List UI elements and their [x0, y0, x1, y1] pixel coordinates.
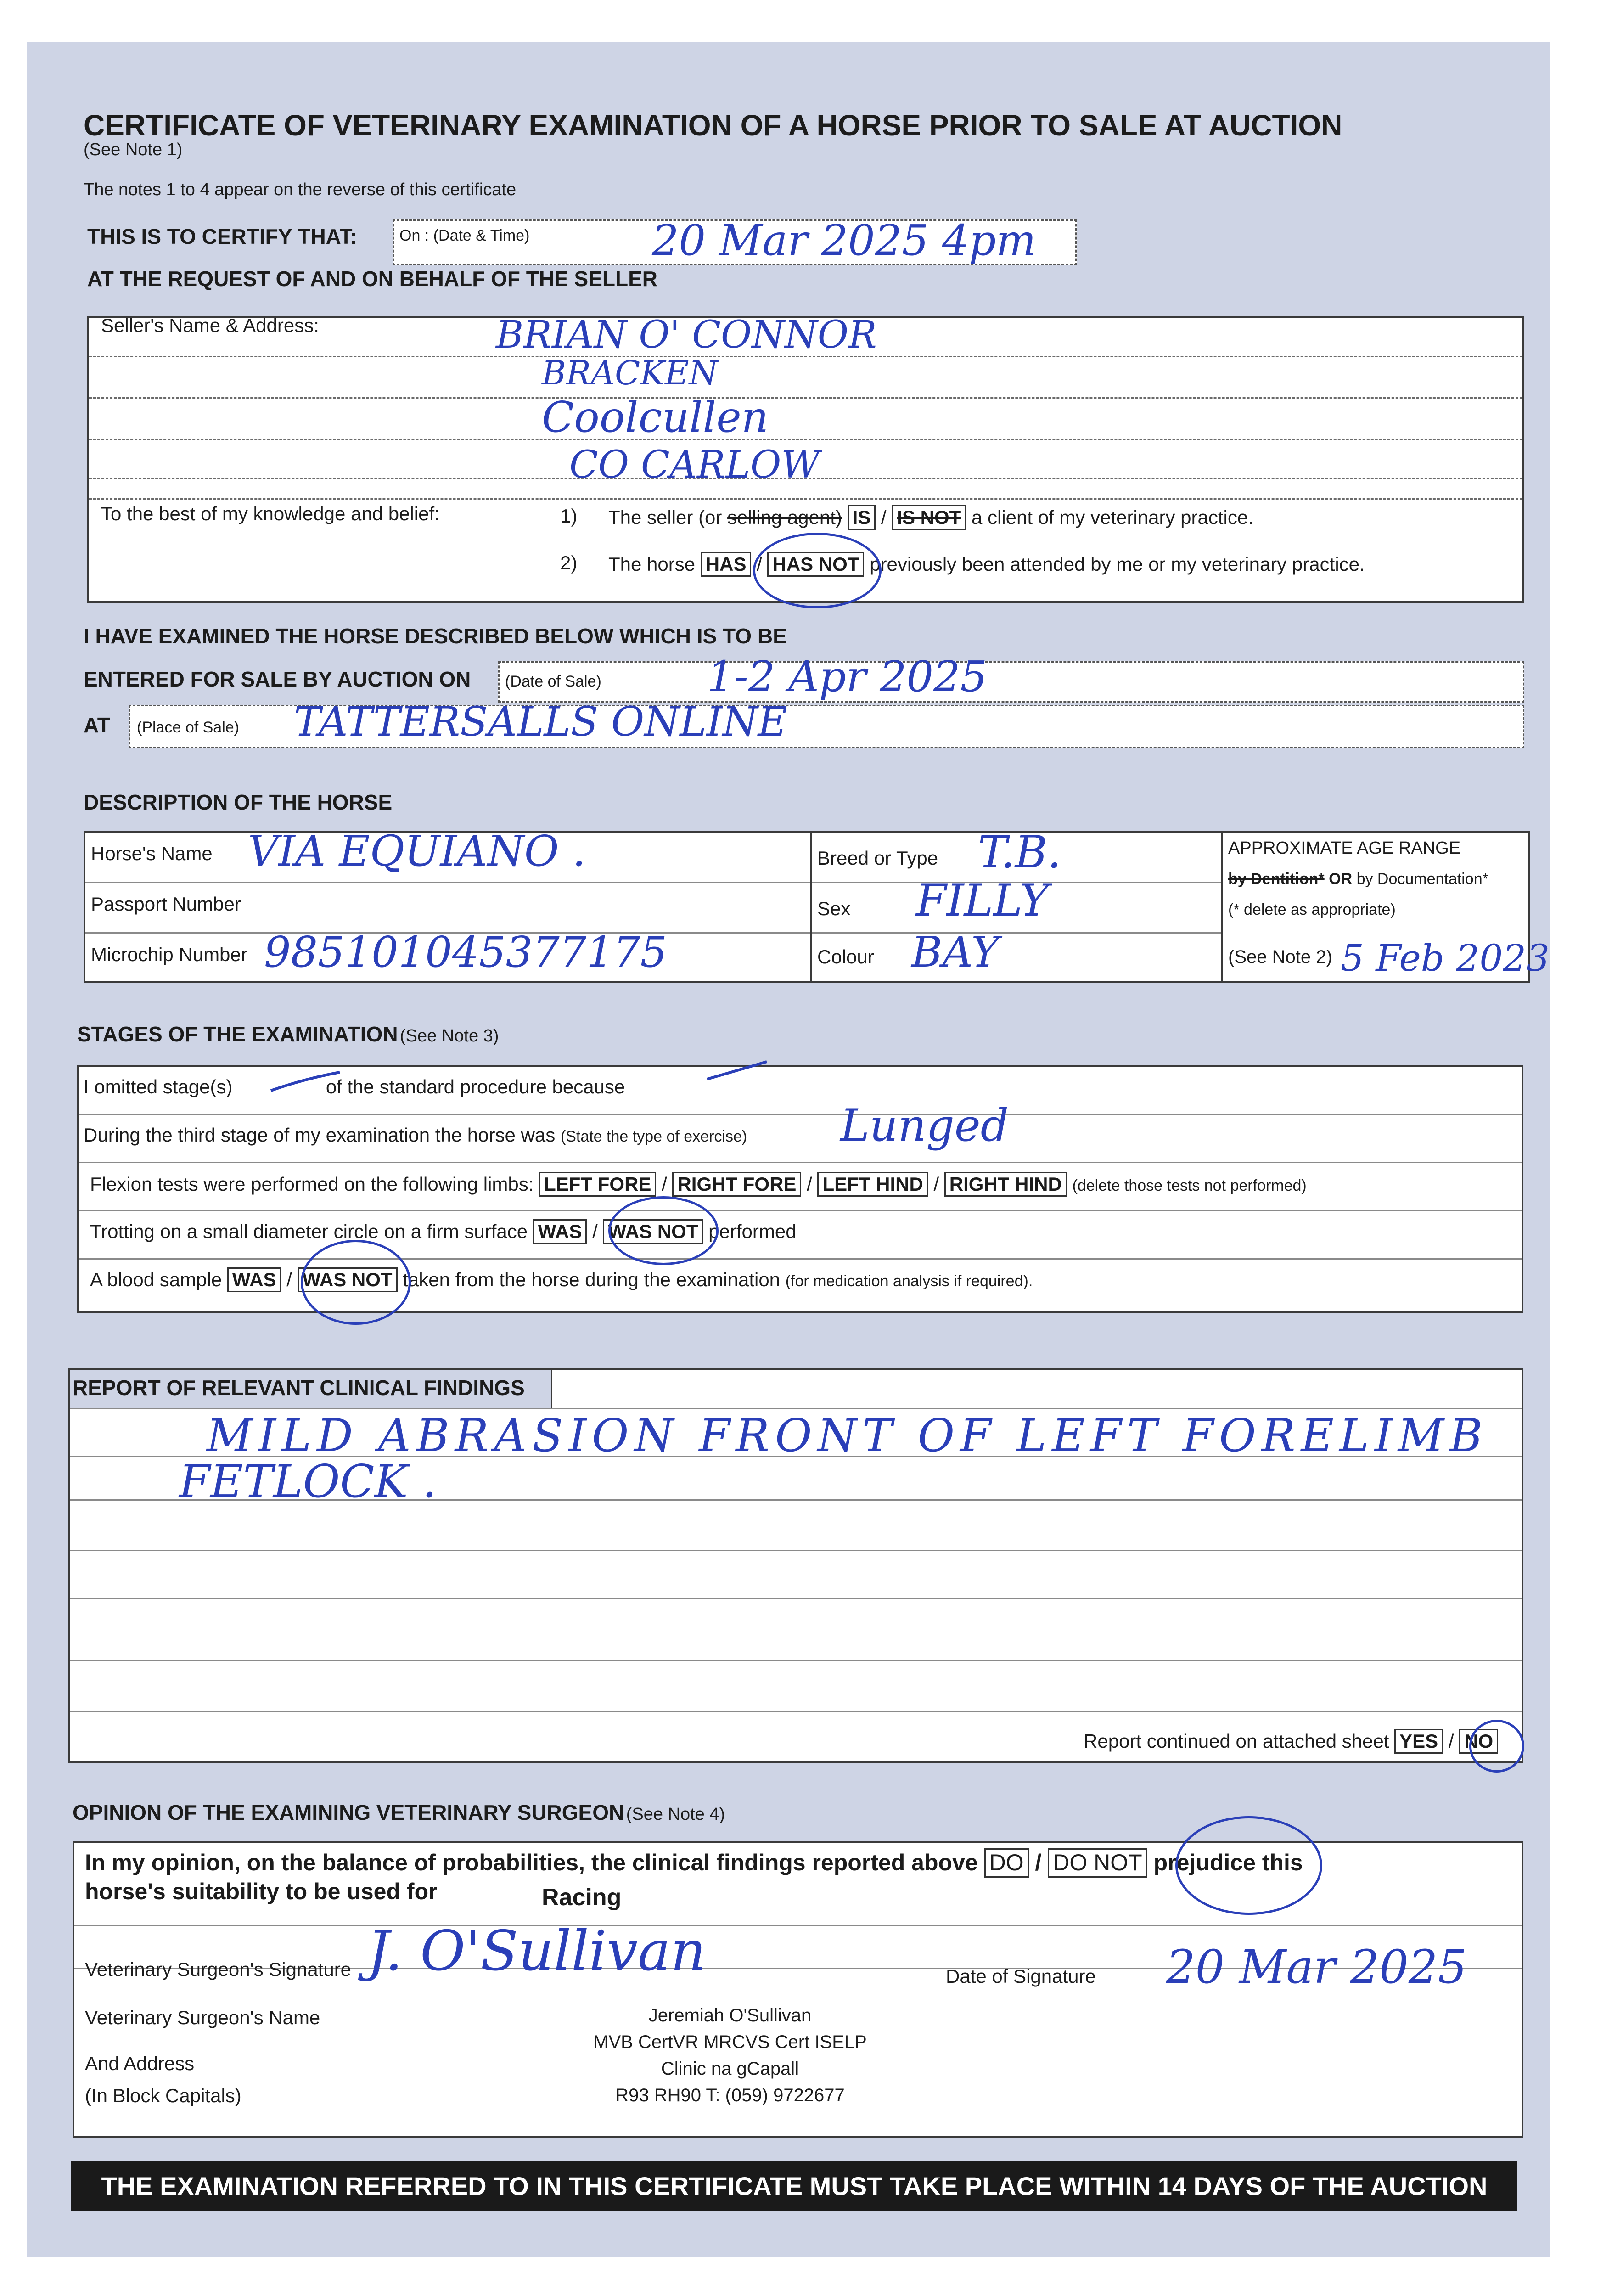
- item2-number: 2): [560, 552, 578, 574]
- horse-name-value: VIA EQUIANO .: [248, 827, 586, 876]
- certify-label: THIS IS TO CERTIFY THAT:: [87, 225, 357, 248]
- stages-note: (See Note 3): [400, 1026, 499, 1046]
- flexion-row: Flexion tests were performed on the following limbs: LEFT FORE / RIGHT FORE / LEFT HIND / RIGHT HIND (delete those tests not performed): [90, 1172, 1307, 1197]
- item2-text-b: previously been attended by me or my veterinary practice.: [870, 553, 1365, 575]
- flexion-left-hind[interactable]: LEFT HIND: [817, 1172, 928, 1197]
- continued-no-option[interactable]: NO: [1459, 1729, 1498, 1754]
- surgeon-name-label: Veterinary Surgeon's Name: [85, 2007, 320, 2028]
- opinion-text-c: horse's suitability to be used for: [85, 1879, 438, 1904]
- colour-label: Colour: [817, 946, 874, 968]
- seller-address-3: CO CARLOW: [569, 443, 820, 487]
- trot-wasnot-circle-mark: [608, 1196, 719, 1265]
- seller-name: BRIAN O' CONNOR: [496, 313, 877, 357]
- age-by-dentition: by Dentition*: [1228, 870, 1325, 888]
- microchip-label: Microchip Number: [91, 944, 247, 965]
- signature-image: J. O'Sullivan: [367, 1919, 706, 1983]
- sale-date-value: 1-2 Apr 2025: [707, 652, 988, 701]
- age-method: [1228, 870, 1488, 888]
- opinion-note: (See Note 4): [626, 1805, 725, 1824]
- age-value: 5 Feb 2023: [1341, 937, 1550, 979]
- trotting-was-option[interactable]: WAS: [533, 1219, 587, 1244]
- date-signature-value: 20 Mar 2025: [1166, 1940, 1467, 1994]
- suitability-value: Racing: [542, 1884, 622, 1911]
- third-stage-text: During the third stage of my examination the horse was: [84, 1124, 556, 1146]
- hasnot-circle-mark: [753, 533, 882, 608]
- sale-date-field[interactable]: [498, 661, 1524, 703]
- blood-wasnot-option[interactable]: WAS NOT: [298, 1267, 398, 1292]
- signature-label: Veterinary Surgeon's Signature: [85, 1958, 352, 1980]
- stages-heading: STAGES OF THE EXAMINATION: [77, 1022, 398, 1046]
- report-continued-row: Report continued on attached sheet YES / NO: [1084, 1729, 1498, 1754]
- blood-text-a: A blood sample: [90, 1269, 222, 1290]
- request-heading: AT THE REQUEST OF AND ON BEHALF OF THE SELLER: [87, 267, 657, 291]
- trotting-row: Trotting on a small diameter circle on a firm surface WAS / WAS NOT performed: [90, 1219, 797, 1244]
- trotting-wasnot-option[interactable]: WAS NOT: [603, 1219, 703, 1244]
- sex-value: FILLY: [916, 875, 1049, 926]
- item1-struck: selling agent): [727, 506, 842, 528]
- omitted-dash-marks: [266, 1052, 771, 1102]
- seller-label: Seller's Name & Address:: [101, 315, 319, 336]
- item1-text-b: a client of my veterinary practice.: [971, 506, 1253, 528]
- date-signature-label: Date of Signature: [946, 1965, 1096, 1987]
- block-caps-label: (In Block Capitals): [85, 2085, 241, 2106]
- item2-has-option[interactable]: HAS: [701, 552, 752, 577]
- vet-stamp: [496, 2002, 964, 2109]
- trotting-text-b: performed: [708, 1221, 797, 1242]
- footer-notice: [71, 2161, 1517, 2211]
- trotting-text: Trotting on a small diameter circle on a firm surface: [90, 1221, 528, 1242]
- seller-address-1: BRACKEN: [542, 354, 718, 392]
- sale-date-label: (Date of Sale): [505, 673, 601, 690]
- item2-statement: The horse HAS / HAS NOT previously been attended by me or my veterinary practice.: [608, 552, 1365, 577]
- third-stage-hint: (State the type of exercise): [560, 1128, 747, 1145]
- sex-label: Sex: [817, 898, 851, 919]
- microchip-value: 985101045377175: [264, 928, 667, 977]
- report-line-1: MILD ABRASION FRONT OF LEFT FORELIMB: [207, 1410, 1488, 1462]
- description-heading: DESCRIPTION OF THE HORSE: [84, 790, 393, 814]
- flexion-right-fore[interactable]: RIGHT FORE: [672, 1172, 801, 1197]
- examined-heading: I HAVE EXAMINED THE HORSE DESCRIBED BELOW WHICH IS TO BE: [84, 624, 787, 648]
- report-line-2: FETLOCK .: [179, 1456, 437, 1508]
- omitted-text-a: I omitted stage(s): [84, 1076, 233, 1097]
- opinion-text-line1: In my opinion, on the balance of probabilities, the clinical findings reported above DO / DO NOT prejudice this: [85, 1848, 1303, 1878]
- item1-isnot-option[interactable]: IS NOT: [892, 505, 966, 530]
- sale-place-label: (Place of Sale): [137, 719, 239, 736]
- flexion-delete-note: (delete those tests not performed): [1072, 1177, 1307, 1194]
- omitted-text-b: of the standard procedure because: [326, 1076, 625, 1097]
- blood-text-c: (for medication analysis if required).: [785, 1272, 1033, 1290]
- flexion-right-hind[interactable]: RIGHT HIND: [944, 1172, 1067, 1197]
- age-or: OR: [1329, 870, 1353, 888]
- address-label: And Address: [85, 2053, 195, 2074]
- age-delete-note: (* delete as appropriate): [1228, 901, 1396, 918]
- blood-row: A blood sample WAS / WAS NOT taken from the horse during the examination (for medication analysis if required).: [90, 1267, 1033, 1292]
- donot-circle-mark: [1175, 1816, 1322, 1915]
- third-stage-row: [84, 1124, 747, 1146]
- age-see-note: (See Note 2): [1228, 947, 1332, 967]
- no-circle-mark: [1469, 1720, 1524, 1773]
- opinion-do-option[interactable]: DO: [984, 1848, 1029, 1878]
- see-note-1: (See Note 1): [84, 140, 183, 159]
- seller-address-2: Coolcullen: [542, 393, 769, 442]
- item1-is-option[interactable]: IS: [848, 505, 876, 530]
- at-label: AT: [84, 713, 110, 737]
- datetime-label: On : (Date & Time): [399, 227, 530, 244]
- opinion-donot-option[interactable]: DO NOT: [1048, 1848, 1147, 1878]
- blood-wasnot-circle-mark: [301, 1240, 411, 1325]
- notes-line: The notes 1 to 4 appear on the reverse of this certificate: [84, 180, 517, 199]
- stamp-line-qualifications: MVB CertVR MRCVS Cert ISELP: [593, 2032, 867, 2052]
- knowledge-label: To the best of my knowledge and belief:: [101, 503, 440, 524]
- breed-value: T.B.: [978, 827, 1061, 878]
- item2-text-a: The horse: [608, 553, 696, 575]
- continued-yes-option[interactable]: YES: [1394, 1729, 1443, 1754]
- stamp-line-clinic: Clinic na gCapall: [661, 2059, 799, 2079]
- flexion-left-fore[interactable]: LEFT FORE: [539, 1172, 656, 1197]
- report-heading: REPORT OF RELEVANT CLINICAL FINDINGS: [73, 1376, 525, 1400]
- item2-hasnot-option[interactable]: HAS NOT: [767, 552, 864, 577]
- opinion-heading: OPINION OF THE EXAMINING VETERINARY SURGEON: [73, 1801, 624, 1824]
- footer-text: THE EXAMINATION REFERRED TO IN THIS CERTIFICATE MUST TAKE PLACE WITHIN 14 DAYS OF THE AUCTION: [101, 2171, 1488, 2200]
- opinion-text-b: prejudice this: [1153, 1850, 1303, 1875]
- exercise-value: Lunged: [840, 1100, 1009, 1151]
- item1-number: 1): [560, 505, 578, 527]
- age-by-documentation: by Documentation*: [1356, 870, 1488, 888]
- entered-label: ENTERED FOR SALE BY AUCTION ON: [84, 667, 471, 691]
- opinion-text-a: In my opinion, on the balance of probabilities, the clinical findings reported above: [85, 1850, 978, 1875]
- colour-value: BAY: [911, 928, 1000, 977]
- blood-text-b: taken from the horse during the examination: [403, 1269, 781, 1290]
- sale-place-value: TATTERSALLS ONLINE: [294, 698, 787, 745]
- opinion-heading-wrap: [73, 1800, 725, 1825]
- stamp-line-contact: R93 RH90 T: (059) 9722677: [615, 2085, 845, 2105]
- stages-heading-wrap: [77, 1022, 499, 1047]
- passport-label: Passport Number: [91, 893, 241, 915]
- datetime-value: 20 Mar 2025 4pm: [652, 216, 1036, 265]
- item1-text-a: The seller (or: [608, 506, 722, 528]
- horse-name-label: Horse's Name: [91, 843, 213, 864]
- certificate-title: CERTIFICATE OF VETERINARY EXAMINATION OF A HORSE PRIOR TO SALE AT AUCTION: [84, 109, 1342, 142]
- breed-label: Breed or Type: [817, 847, 938, 869]
- flexion-text: Flexion tests were performed on the following limbs:: [90, 1173, 534, 1195]
- blood-was-option[interactable]: WAS: [227, 1267, 281, 1292]
- stamp-line-name: Jeremiah O'Sullivan: [648, 2005, 812, 2026]
- continued-text: Report continued on attached sheet: [1084, 1730, 1389, 1752]
- item1-statement: The seller (or selling agent) IS / IS NOT a client of my veterinary practice.: [608, 505, 1253, 530]
- age-heading: APPROXIMATE AGE RANGE: [1228, 838, 1461, 858]
